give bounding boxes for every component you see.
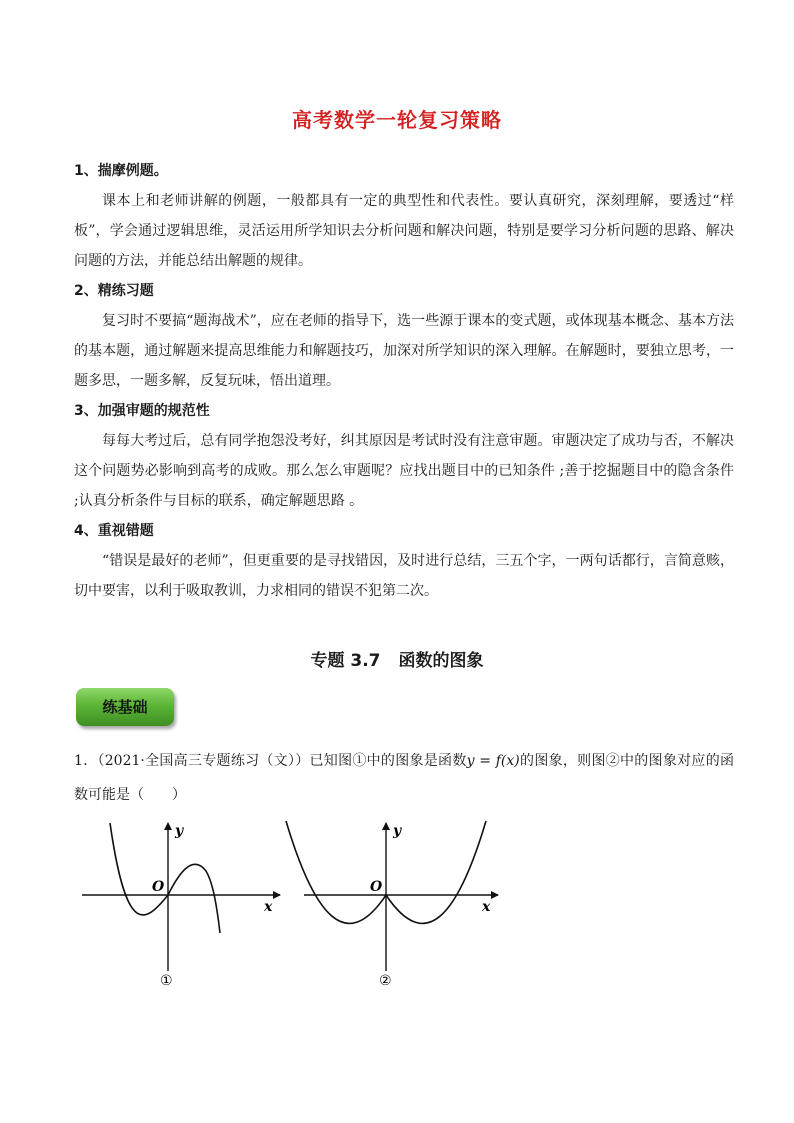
figure-2: [286, 821, 498, 989]
question-1: [74, 744, 734, 812]
practice-badge: 练基础: [76, 688, 174, 726]
figure-1-y-label: y: [175, 823, 184, 839]
page-title: 高考数学一轮复习策略: [292, 108, 502, 132]
figure-1-origin-label: O: [152, 879, 165, 895]
strategy-section: [74, 156, 734, 606]
function-graphs: [74, 815, 504, 995]
figure-2-y-label: y: [393, 823, 402, 839]
figures: [74, 815, 504, 995]
topic-name: 函数的图象: [398, 651, 484, 671]
figure-1-curve: [110, 823, 220, 933]
figure-1-x-label: x: [264, 899, 273, 915]
strategy-body-3: 每每大考过后，总有同学抱怨没考好，纠其原因是考试时没有注意审题。审题决定了成功与否，不解决这个问题势必影响到高考的成败。那么怎么审题呢？应找出题目中的已知条件 ;善于挖掘题目中的隐含条件 ;认真分析条件与目标的联系，确定解题思路 。: [74, 433, 734, 509]
strategy-heading-2: 2、精练习题: [74, 283, 154, 299]
question-formula: y = f(x): [466, 753, 520, 769]
figure-2-origin-label: O: [370, 879, 383, 895]
strategy-heading-1: 1、揣摩例题。: [74, 163, 168, 179]
figure-2-x-label: x: [482, 899, 491, 915]
strategy-heading-3: 3、加强审题的规范性: [74, 403, 210, 419]
strategy-heading-4: 4、重视错题: [74, 523, 154, 539]
question-prefix: 1．（2021·全国高三专题练习（文））已知图①中的图象是函数: [74, 753, 467, 769]
topic-number: 专题 3.7: [310, 651, 381, 671]
strategy-body-1: 课本上和老师讲解的例题，一般都具有一定的典型性和代表性。要认真研究，深刻理解，要透过“样板”，学会通过逻辑思维，灵活运用所学知识去分析问题和解决问题，特别是要学习分析问题的思路、解决问题的方法，并能总结出解题的规律。: [74, 193, 734, 269]
figure-1: [82, 823, 280, 989]
figure-1-number: ①: [160, 973, 173, 989]
question-suffix: 的图象，则图②中的图象对应的函数可能是（ ）: [74, 753, 734, 803]
figure-2-number: ②: [379, 973, 392, 989]
strategy-body-2: 复习时不要搞“题海战术”，应在老师的指导下，选一些源于课本的变式题，或体现基本概念、基本方法的基本题，通过解题来提高思维能力和解题技巧，加深对所学知识的深入理解。在解题时，要独立思考，一题多思，一题多解，反复玩味，悟出道理。: [74, 313, 734, 389]
topic-title: [0, 646, 794, 671]
strategy-body-4: “错误是最好的老师”，但更重要的是寻找错因，及时进行总结，三五个字，一两句话都行，言简意赅，切中要害，以利于吸取教训，力求相同的错误不犯第二次。: [74, 553, 734, 599]
